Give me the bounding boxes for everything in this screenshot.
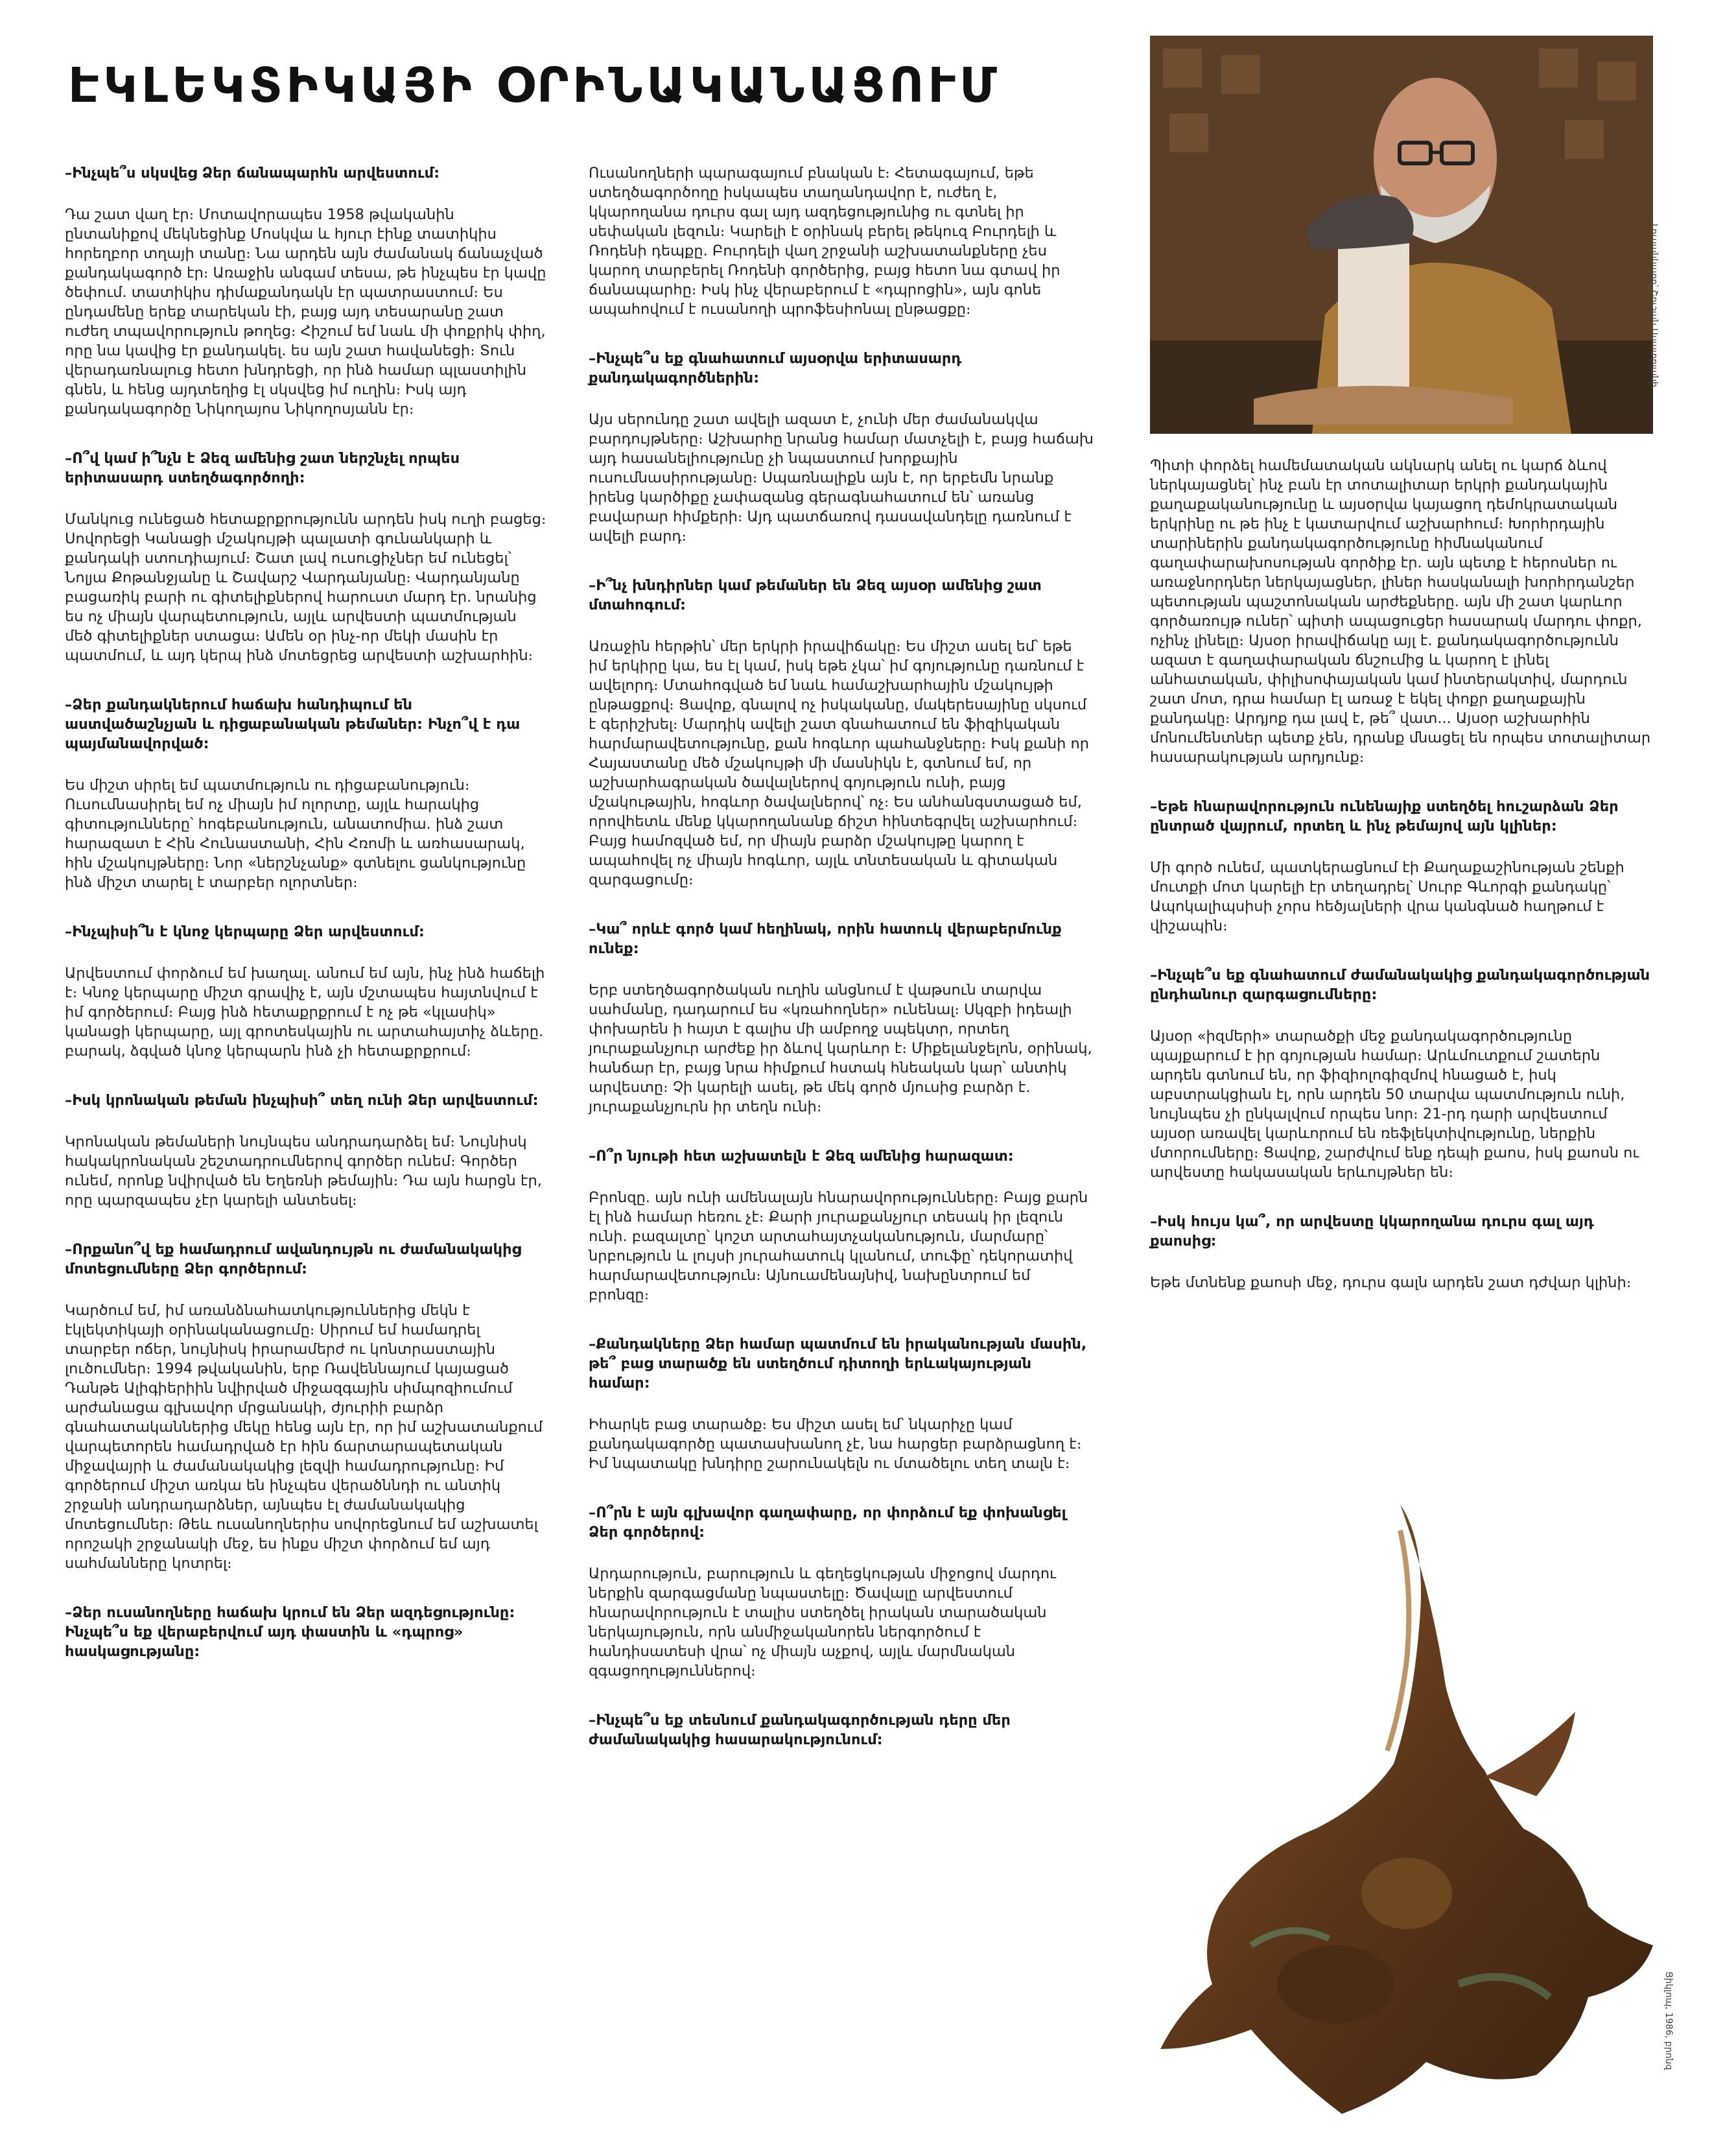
answer: Ես միշտ սիրել եմ պատմություն ու դիցաբանություն։ Ուսումնասիրել եմ ոչ միայն իմ ոլորտը, այլև հարակից գիտությունները՝ հոգեբանություն, անատոմիա. ինձ շատ հարազատ է Հին Հունաստանի, Հին Հռոմի և առհասարակ, հին մշակույթները։ Նոր «ներշնչանք» գտնելու ցանկությունը ինձ միշտ տարել է տարբեր ոլորտներ։ — [65, 777, 526, 891]
question: –Իսկ հույս կա՞, որ արվեստը կկարողանա դուրս գալ այդ քաոսից: — [1150, 1213, 1594, 1250]
question: –Եթե հնարավորություն ունենայիք ստեղծել հուշարձան Ձեր ընտրած վայրում, որտեղ և ինչ թեմայով այն կլիներ: — [1150, 798, 1619, 835]
answer: Պիտի փորձել համեմատական ակնարկ անել ու կարճ ձևով ներկայացնել՝ ինչ բան էր տոտալիտար երկրի քանդակային քաղաքականությունը և այսօրվա կայացող դեմոկրատական երկրինը ու թե ինչ է կատարվում աշխարհում։ Խորհրդային տարիներին քանդակագործությունը հիմնականում գաղափարախոսության գործիք էր. այն պետք է հերոսներ ու առաջնորդներ ներկայացներ, լիներ հասկանալի խորհրդանշեր պետության պաշտոնական արժեքները. այն մի շատ կարևոր գործառույթ ուներ՝ պիտի ապացուցեր հասարակ մարդու փոքր, ոչինչ լինելը։ Այսօր իրավիճակը այլ է. քանդակագործությունն ազատ է գաղափարական ճնշումից և կարող է լինել անհատական, փիլիսոփայական կամ ինտերակտիվ, մարդուն շատ մոտ, դրա համար էլ առաջ է եկել փոքր քաղաքային քանդակը։ Արդյոք դա լավ է, թե՞ վատ... Այսօր աշխարհին մոնումենտներ պետք չեն, դրանք մնացել են որպես տոտալիտար հասարակության արդյունք։ — [1150, 457, 1651, 766]
qa-block — [65, 163, 548, 419]
question: –Ո՞րն է այն գլխավոր գաղափարը, որ փորձում եք փոխանցել Ձեր գործերով: — [589, 1504, 1066, 1541]
question: –Ձեր ուսանողները հաճախ կրում են Ձեր ազդեցությունը: Ինչպե՞ս եք վերաբերվում այդ փաստին և «դպրոց» հասկացությանը: — [65, 1604, 515, 1660]
bronze-sculpture-image — [1121, 1491, 1692, 2133]
answer: Կրոնական թեմաների նույնպես անդրադարձել եմ։ Նույնիսկ հակակրոնական շեշտադրումներով գործեր ունեմ։ Գործեր ունեմ, որոնք նվիրված են Եղեռնի թեմային։ Դա այն հարցն էր, որը պարզապես չէր կարելի անտեսել։ — [65, 1133, 542, 1209]
question: –Ինչպե՞ս եք գնահատում այսօրվա երիտասարդ քանդակագործներին: — [589, 350, 962, 386]
question: –Ինչպիսի՞ն է կնոջ կերպարը Ձեր արվեստում: — [65, 923, 425, 940]
portrait-photo — [1150, 36, 1653, 434]
qa-block — [589, 919, 1094, 1117]
article-column-2 — [589, 163, 1094, 1772]
qa-block — [589, 349, 1094, 546]
answer: Բրոնզը. այն ունի ամենալայն հնարավորությունները։ Բայց քարն էլ ինձ համար հեռու չէ։ Քարի յուրաքանչյուր տեսակ իր լեզուն ունի. բազալտը՝ կոշտ արտահայտչականություն, մարմարը՝ նրբություն և լույսի յուրահատուկ կլանում, տուֆը՝ դեկորատիվ հարմարավետություն։ Այնուամենայնիվ, նախընտրում եմ բրոնզը։ — [589, 1189, 1088, 1303]
qa-block — [65, 1603, 548, 1661]
qa-block — [1150, 1212, 1652, 1292]
qa-block — [589, 1503, 1094, 1681]
answer: Կարծում եմ, իմ առանձնահատկություններից մեկն է էկլեկտիկայի օրինականացումը։ Սիրում եմ համադրել տարբեր ոճեր, նույնիսկ իրարամերժ ու կոնտրաստային լուծումներ։ 1994 թվականին, երբ Ռավեննայում կայացած Դանթե Ալիգիերիին նվիրված միջազգային սիմպոզիումում արժանացա գլխավոր մրցանակի, ժյուրիի բարձր գնահատականներից մեկը հենց այն էր, որ իմ աշխատանքում վարպետորեն համադրված էր հին ճարտարապետական միջավայրի և ժամանակակից լեզվի համադրությունը։ Իմ գործերում միշտ առկա են ինչպես վերածննդի ու անտիկ շրջանի անդրադարձներ, այնպես էլ ժամանակակից մոտեցումներ։ Թեև ուսանողներիս սովորեցնում եմ աշխատել որոշակի շրջանակի մեջ, ես ինքս միշտ փորձում եմ այդ սահմանները կոտրել։ — [65, 1302, 543, 1572]
qa-block — [1150, 966, 1652, 1182]
answer: Առաջին հերթին՝ մեր երկրի իրավիճակը։ Ես միշտ ասել եմ՝ եթե իմ երկիրը կա, ես էլ կամ, իսկ եթե չկա՝ իմ գոյությունը դառնում է ավելորդ։ Մտահոգված եմ նաև համաշխարհային մշակույթի ընթացքով։ Ցավոք, գնալով ոչ իսկականը, մակերեսայինը սկսում է գերիշխել։ Մարդիկ ավելի շատ գնահատում են ֆիզիկական հարմարավետությունը, քան հոգևոր պահանջները։ Իսկ քանի որ Հայաստանը մեծ մշակույթի մի մասնիկն է, գտնում եմ, որ աշխարհագրական ծավալներով գոյություն ունի, բայց մշակութային, հոգևոր ծավալներով՝ ոչ։ Ես անհանգստացած եմ, որովհետև մենք կկարողանանք ճիշտ հինտեգրվել աշխարհում։ Բայց համոզված եմ, որ միայն բարձր մշակույթը կարող է ապահովել ոչ միայն հոգևոր, այլև տնտեսական և գիտական զարգացումը։ — [589, 638, 1090, 888]
article-column-1 — [65, 163, 548, 1683]
qa-block — [1150, 797, 1652, 936]
qa-block — [589, 1334, 1094, 1473]
question: –Կա՞ որևէ գործ կամ հեղինակ, որին հատուկ վերաբերմունք ունեք: — [589, 921, 1062, 957]
question: –Ձեր քանդակներում հաճախ հանդիպում են աստվածաշնչյան և դիցաբանական թեմաներ: Ինչո՞վ է դա պայմանավորված: — [65, 696, 521, 752]
qa-block — [1150, 456, 1652, 767]
question: –Ո՞վ կամ ի՞նչն է Ձեզ ամենից շատ ներշնչել որպես երիտասարդ ստեղծագործողի: — [65, 450, 460, 486]
answer: Դա շատ վաղ էր։ Մոտավորապես 1958 թվականին ընտանիքով մեկնեցինք Մոսկվա և հյուր էինք տատիկիս հորեղբոր տղայի տանը։ Նա արդեն այն ժամանակ ճանաչված քանդակագործ էր։ Առաջին անգամ տեսա, թե ինչպես էր կավը ծեփում. տատիկիս դիմաքանդակն էր պատրաստում։ Ես ընդամենը երեք տարեկան էի, բայց այդ տեսարանը շատ ուժեղ տպավորություն թողեց։ Հիշում եմ նաև մի փոքրիկ փիղ, որը նա կավից էր քանդակել. ես այն շատ հավանեցի։ Տուն վերադառնալուց հետո խնդրեցի, որ ինձ համար պլաստիլին գնեն, և հենց այդտեղից էլ սկսվեց իմ ուղին։ Իսկ այդ քանդակագործը Նիկողայոս Նիկողոսյանն էր։ — [65, 206, 546, 418]
qa-block — [65, 695, 548, 892]
article-title: ԷԿԼԵԿՏԻԿԱՅԻ ՕՐԻՆԱԿԱՆԱՑՈՒՄ — [68, 58, 1001, 113]
qa-block — [589, 163, 1094, 319]
qa-block — [65, 922, 548, 1061]
question: –Ո՞ր նյութի հետ աշխատելն է Ձեզ ամենից հարազատ: — [589, 1148, 1014, 1165]
answer: Մի գործ ունեմ, պատկերացնում էի Քաղաքաշինության շենքի մուտքի մոտ կարելի էր տեղադրել՝ Սուրբ Գևորգի քանդակը՝ Ապոկալիպսիսի չորս հեծյալների վրա կանգնած հաղթում է վիշապին։ — [1150, 859, 1625, 934]
question: –Ինչպե՞ս եք գնահատում ժամանակակից քանդակագործության ընդհանուր զարգացումները: — [1150, 967, 1650, 1003]
answer: Արդարություն, բարություն և գեղեցկության միջոցով մարդու ներքին զարգացմանը նպաստելը։ Ծավալը արվեստում հնարավորություն է տալիս ստեղծել իրական տարածական ներկայություն, որն անմիջականորեն ներգործում է հանդիսատեսի վրա՝ ոչ միայն աչքով, այլև մարմնական զգացողություններով։ — [589, 1565, 1056, 1679]
portrait-illustration — [1150, 36, 1653, 434]
answer: Արվեստում փորձում եմ խաղալ. անում եմ այն, ինչ ինձ հաճելի է։ Կնոջ կերպարը միշտ գրավիչ է, այն մշտապես հայտնվում է իմ գործերում։ Բայց ինձ հետաքրքրում է ոչ թե «կլասիկ» կանացի կերպարը, այլ գրոտեսկային ու արտահայտիչ ձևերը. բարակ, ձգված կնոջ կերպարն ինձ չի հետաքրքրում։ — [65, 965, 545, 1060]
answer: Այս սերունդը շատ ավելի ազատ է, չունի մեր ժամանակվա բարդույթները։ Աշխարհը նրանց համար մատչելի է, բայց հաճախ այդ հասանելիությունը չի նպաստում խորքային ուսումնասիրությանը։ Սպառնալիքն այն է, որ երբեմն նրանք իրենց կարծիքը չափազանց գերագնահատում են՝ առանց բավարար հիմքերի։ Այդ պատճառով դասավանդելը դառնում է ավելի բարդ։ — [589, 411, 1094, 545]
sculpture-caption: Ցիկլոպ, 1986, բրոնզ — [1663, 1971, 1674, 2070]
answer: Մանկուց ունեցած հետաքրքրությունն արդեն իսկ ուղի բացեց։ Սովորեցի Կանացի մշակույթի պալատի գունանկարի և քանդակի ստուդիայում։ Շատ լավ ուսուցիչներ եմ ունեցել՝ Նոլյա Քոթանջյանը և Շավարշ Վարդանյանը։ Վարդանյանը բացառիկ բարի ու գիտելիքներով հարուստ մարդ էր. նրանից ես ոչ միայն վարպետություն, այլև արվեստի պատմության մեծ գիտելիքներ ստացա։ Ամեն օր ինչ-որ մեկի մասին էր պատմում, և այդ կերպ ինձ մոտեցրեց արվեստի աշխարհին։ — [65, 511, 546, 664]
answer: Ուսանողների պարագայում բնական է։ Հետագայում, եթե ստեղծագործողը իսկապես տաղանդավոր է, ուժեղ է, կկարողանա դուրս գալ այդ ազդեցությունից ու գտնել իր սեփական լեզուն։ Կարելի է օրինակ բերել թեկուզ Բուրդելի և Ռոդենի դեպքը. Բուրդելի վաղ շրջանի աշխատանքները չես կարող տարբերել Ռոդենի գործերից, բայց հետո նա գտավ իր ճանապարհը։ Իսկ ինչ վերաբերում է «դպրոցին», այն գոնե ապահովում է ուսանողի պրոֆեսիոնալ ընթացքը։ — [589, 165, 1061, 318]
question: –Իսկ կրոնական թեման ինչպիսի՞ տեղ ունի Ձեր արվեստում: — [65, 1092, 539, 1109]
question: –Ի՞նչ խնդիրներ կամ թեմաներ են Ձեզ այսօր ամենից շատ մտահոգում: — [589, 577, 1042, 613]
qa-block — [65, 1091, 548, 1210]
qa-block — [589, 1146, 1094, 1305]
article-column-3 — [1150, 456, 1652, 1322]
qa-block — [589, 576, 1094, 890]
answer: Իհարկե բաց տարածք։ Ես միշտ ասել եմ՝ նկարիչը կամ քանդակագործը պատասխանող չէ, նա հարցեր բարձրացնող է։ Իմ նպատակը խնդիրը շարունակելն ու մտածելու տեղ տալն է։ — [589, 1416, 1082, 1472]
answer: Եթե մտնենք քաոսի մեջ, դուրս գալն արդեն շատ դժվար կլինի։ — [1150, 1274, 1632, 1291]
answer: Այսօր «իզմերի» տարածքի մեջ քանդակագործությունը պայքարում է իր գոյության համար։ Արևմուտքում շատերն արդեն գտնում են, որ ֆիզիոլոգիզմով հնացած է, իսկ աբստրակցիան էլ, որն արդեն 50 տարվա պատմություն ունի, նույնպես չի ընկալվում որպես նոր։ 21-րդ դարի արվեստում այսօր առավել կարևորում են ռեֆլեկտիվությունը, ներքին մտորումները։ Ցավոք, շարժվում ենք դեպի քաոս, իսկ քաոսն ու արվեստը հակասական երևույթներ են։ — [1150, 1028, 1639, 1181]
answer: Երբ ստեղծագործական ուղին անցնում է վաթսուն տարվա սահմանը, դադարում ես «կռահողներ» ունենալ։ Սկզբի իդեալի փոխարեն ի հայտ է գալիս մի ամբողջ սպեկտր, որտեղ յուրաքանչյուր արժեք իր ձևով կարևոր է։ Միքելանջելոն, օրինակ, հանճար էր, բայց նրա հիմքում հստակ հնեական կար՝ անտիկ արվեստը։ Չի կարելի ասել, թե մեկ գործ մյուսից բարձր է. յուրաքանչյուրն իր տեղն ունի։ — [589, 982, 1092, 1115]
question: –Որքանո՞վ եք համադրում ավանդույթն ու ժամանակակից մոտեցումները Ձեր գործերում: — [65, 1241, 522, 1277]
question: –Ինչպե՞ս եք տեսնում քանդակագործության դերը մեր ժամանակակից հասարակությունում: — [589, 1712, 1011, 1748]
qa-block — [589, 1711, 1094, 1749]
question: –Քանդակները Ձեր համար պատմում են իրականության մասին, թե՞ բաց տարածք են ստեղծում դիտողի երևակայության համար: — [589, 1336, 1087, 1392]
sculpture-illustration — [1121, 1491, 1692, 2133]
qa-block — [65, 1240, 548, 1573]
photo-caption: Լուսանկարը՝ Շուշան Ասատրյանի — [1648, 224, 1659, 388]
qa-block — [65, 449, 548, 665]
question: –Ինչպե՞ս սկսվեց Ձեր ճանապարհն արվեստում: — [65, 165, 440, 182]
